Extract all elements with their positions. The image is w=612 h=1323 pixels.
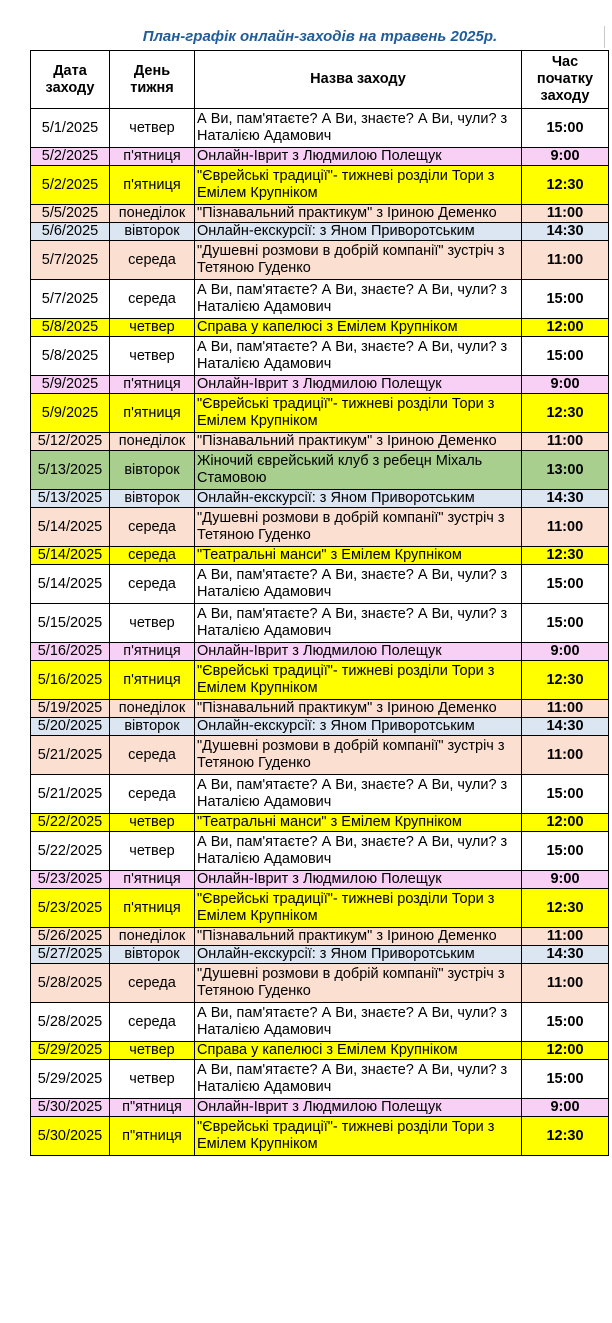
event-name-cell: Онлайн-Іврит з Людмилою Полещук — [195, 643, 522, 661]
event-name-cell: Справа у капелюсі з Емілем Крупніком — [195, 319, 522, 337]
start-time-cell: 9:00 — [522, 871, 609, 889]
header-day: День тижня — [110, 51, 195, 109]
table-row — [31, 964, 609, 1003]
event-date-cell: 5/12/2025 — [31, 433, 110, 451]
event-date-cell: 5/21/2025 — [31, 736, 110, 775]
table-row — [31, 280, 609, 319]
event-date-cell: 5/23/2025 — [31, 871, 110, 889]
table-header-row — [31, 51, 609, 109]
weekday-cell: понеділок — [110, 205, 195, 223]
table-row — [31, 166, 609, 205]
start-time-cell: 15:00 — [522, 832, 609, 871]
start-time-cell: 12:30 — [522, 394, 609, 433]
start-time-cell: 9:00 — [522, 1099, 609, 1117]
weekday-cell: четвер — [110, 109, 195, 148]
weekday-cell: п'ятниця — [110, 889, 195, 928]
event-name-cell: "Душевні розмови в добрій компанії" зустріч з Тетяною Гуденко — [195, 508, 522, 547]
weekday-cell: вівторок — [110, 946, 195, 964]
event-date-cell: 5/15/2025 — [31, 604, 110, 643]
table-row — [31, 433, 609, 451]
start-time-cell: 12:30 — [522, 889, 609, 928]
table-row — [31, 736, 609, 775]
event-date-cell: 5/9/2025 — [31, 394, 110, 433]
table-row — [31, 319, 609, 337]
event-date-cell: 5/23/2025 — [31, 889, 110, 928]
start-time-cell: 12:00 — [522, 814, 609, 832]
table-row — [31, 604, 609, 643]
event-name-cell: Онлайн-Іврит з Людмилою Полещук — [195, 376, 522, 394]
weekday-cell: середа — [110, 508, 195, 547]
event-name-cell: А Ви, пам'ятаєте? А Ви, знаєте? А Ви, чули? з Наталією Адамович — [195, 832, 522, 871]
event-date-cell: 5/21/2025 — [31, 775, 110, 814]
start-time-cell: 9:00 — [522, 148, 609, 166]
event-name-cell: Онлайн-екскурсії: з Яном Приворотським — [195, 490, 522, 508]
start-time-cell: 9:00 — [522, 376, 609, 394]
start-time-cell: 11:00 — [522, 736, 609, 775]
table-row — [31, 928, 609, 946]
table-row — [31, 490, 609, 508]
start-time-cell: 12:30 — [522, 661, 609, 700]
weekday-cell: четвер — [110, 1042, 195, 1060]
event-date-cell: 5/14/2025 — [31, 508, 110, 547]
event-name-cell: "Пізнавальний практикум" з Іриною Деменко — [195, 205, 522, 223]
event-date-cell: 5/2/2025 — [31, 148, 110, 166]
start-time-cell: 15:00 — [522, 604, 609, 643]
start-time-cell: 12:30 — [522, 1117, 609, 1156]
event-name-cell: "Театральні манси" з Емілем Крупніком — [195, 547, 522, 565]
start-time-cell: 14:30 — [522, 490, 609, 508]
weekday-cell: п'ятниця — [110, 376, 195, 394]
table-row — [31, 223, 609, 241]
weekday-cell: четвер — [110, 814, 195, 832]
start-time-cell: 11:00 — [522, 205, 609, 223]
weekday-cell: п'ятниця — [110, 394, 195, 433]
table-row — [31, 1060, 609, 1099]
table-row — [31, 643, 609, 661]
start-time-cell: 15:00 — [522, 337, 609, 376]
event-date-cell: 5/16/2025 — [31, 643, 110, 661]
page-title: План-графік онлайн-заходів на травень 2025р. — [142, 28, 498, 45]
event-date-cell: 5/30/2025 — [31, 1117, 110, 1156]
weekday-cell: понеділок — [110, 433, 195, 451]
table-row — [31, 241, 609, 280]
start-time-cell: 13:00 — [522, 451, 609, 490]
weekday-cell: четвер — [110, 604, 195, 643]
weekday-cell: середа — [110, 280, 195, 319]
event-name-cell: Жіночий єврейський клуб з ребецн Міхаль Стамовою — [195, 451, 522, 490]
table-row — [31, 775, 609, 814]
table-row — [31, 718, 609, 736]
event-name-cell: Онлайн-екскурсії: з Яном Приворотським — [195, 946, 522, 964]
table-row — [31, 205, 609, 223]
weekday-cell: середа — [110, 736, 195, 775]
event-name-cell: А Ви, пам'ятаєте? А Ви, знаєте? А Ви, чули? з Наталією Адамович — [195, 775, 522, 814]
start-time-cell: 11:00 — [522, 700, 609, 718]
table-row — [31, 1042, 609, 1060]
event-date-cell: 5/2/2025 — [31, 166, 110, 205]
weekday-cell: четвер — [110, 319, 195, 337]
event-name-cell: "Єврейські традиції"- тижневі розділи Тори з Емілем Крупніком — [195, 1117, 522, 1156]
weekday-cell: п"ятниця — [110, 1099, 195, 1117]
event-date-cell: 5/20/2025 — [31, 718, 110, 736]
event-date-cell: 5/1/2025 — [31, 109, 110, 148]
weekday-cell: вівторок — [110, 451, 195, 490]
table-row — [31, 832, 609, 871]
start-time-cell: 9:00 — [522, 643, 609, 661]
table-row — [31, 508, 609, 547]
table-row — [31, 547, 609, 565]
event-name-cell: "Єврейські традиції"- тижневі розділи Тори з Емілем Крупніком — [195, 889, 522, 928]
event-name-cell: "Єврейські традиції"- тижневі розділи Тори з Емілем Крупніком — [195, 661, 522, 700]
start-time-cell: 15:00 — [522, 565, 609, 604]
event-date-cell: 5/26/2025 — [31, 928, 110, 946]
event-name-cell: "Пізнавальний практикум" з Іриною Деменко — [195, 700, 522, 718]
event-name-cell: "Єврейські традиції"- тижневі розділи Тори з Емілем Крупніком — [195, 394, 522, 433]
event-date-cell: 5/8/2025 — [31, 319, 110, 337]
table-row — [31, 1099, 609, 1117]
weekday-cell: вівторок — [110, 718, 195, 736]
start-time-cell: 15:00 — [522, 109, 609, 148]
start-time-cell: 15:00 — [522, 775, 609, 814]
weekday-cell: середа — [110, 547, 195, 565]
event-date-cell: 5/7/2025 — [31, 280, 110, 319]
event-date-cell: 5/5/2025 — [31, 205, 110, 223]
weekday-cell: п'ятниця — [110, 166, 195, 205]
table-row — [31, 109, 609, 148]
weekday-cell: вівторок — [110, 223, 195, 241]
weekday-cell: вівторок — [110, 490, 195, 508]
start-time-cell: 11:00 — [522, 964, 609, 1003]
table-row — [31, 1117, 609, 1156]
event-name-cell: "Душевні розмови в добрій компанії" зустріч з Тетяною Гуденко — [195, 736, 522, 775]
table-row — [31, 946, 609, 964]
event-name-cell: Онлайн-Іврит з Людмилою Полещук — [195, 871, 522, 889]
header-date: Дата заходу — [31, 51, 110, 109]
event-name-cell: Онлайн-екскурсії: з Яном Приворотським — [195, 718, 522, 736]
schedule-table — [30, 50, 609, 1156]
weekday-cell: п"ятниця — [110, 1117, 195, 1156]
event-date-cell: 5/22/2025 — [31, 832, 110, 871]
event-date-cell: 5/13/2025 — [31, 451, 110, 490]
start-time-cell: 12:00 — [522, 1042, 609, 1060]
event-date-cell: 5/28/2025 — [31, 964, 110, 1003]
start-time-cell: 12:30 — [522, 166, 609, 205]
event-name-cell: Онлайн-екскурсії: з Яном Приворотським — [195, 223, 522, 241]
event-date-cell: 5/29/2025 — [31, 1042, 110, 1060]
start-time-cell: 12:30 — [522, 547, 609, 565]
start-time-cell: 14:30 — [522, 223, 609, 241]
table-row — [31, 661, 609, 700]
table-row — [31, 337, 609, 376]
event-name-cell: "Душевні розмови в добрій компанії" зустріч з Тетяною Гуденко — [195, 241, 522, 280]
weekday-cell: п'ятниця — [110, 643, 195, 661]
table-row — [31, 889, 609, 928]
event-name-cell: "Театральні манси" з Емілем Крупніком — [195, 814, 522, 832]
event-name-cell: А Ви, пам'ятаєте? А Ви, знаєте? А Ви, чули? з Наталією Адамович — [195, 1060, 522, 1099]
start-time-cell: 11:00 — [522, 433, 609, 451]
table-row — [31, 565, 609, 604]
weekday-cell: середа — [110, 775, 195, 814]
event-name-cell: А Ви, пам'ятаєте? А Ви, знаєте? А Ви, чули? з Наталією Адамович — [195, 337, 522, 376]
event-date-cell: 5/13/2025 — [31, 490, 110, 508]
weekday-cell: середа — [110, 964, 195, 1003]
event-name-cell: Онлайн-Іврит з Людмилою Полещук — [195, 148, 522, 166]
event-date-cell: 5/22/2025 — [31, 814, 110, 832]
start-time-cell: 11:00 — [522, 508, 609, 547]
weekday-cell: четвер — [110, 337, 195, 376]
event-name-cell: "Пізнавальний практикум" з Іриною Деменко — [195, 928, 522, 946]
weekday-cell: п'ятниця — [110, 148, 195, 166]
event-name-cell: А Ви, пам'ятаєте? А Ви, знаєте? А Ви, чули? з Наталією Адамович — [195, 565, 522, 604]
weekday-cell: четвер — [110, 832, 195, 871]
start-time-cell: 14:30 — [522, 718, 609, 736]
event-date-cell: 5/8/2025 — [31, 337, 110, 376]
event-date-cell: 5/29/2025 — [31, 1060, 110, 1099]
weekday-cell: п'ятниця — [110, 661, 195, 700]
start-time-cell: 11:00 — [522, 241, 609, 280]
event-date-cell: 5/28/2025 — [31, 1003, 110, 1042]
event-name-cell: А Ви, пам'ятаєте? А Ви, знаєте? А Ви, чули? з Наталією Адамович — [195, 1003, 522, 1042]
header-start-time: Час початку заходу — [522, 51, 609, 109]
event-name-cell: А Ви, пам'ятаєте? А Ви, знаєте? А Ви, чули? з Наталією Адамович — [195, 604, 522, 643]
sheet-column-edge — [604, 26, 612, 48]
table-row — [31, 394, 609, 433]
start-time-cell: 11:00 — [522, 928, 609, 946]
table-row — [31, 451, 609, 490]
event-name-cell: Справа у капелюсі з Емілем Крупніком — [195, 1042, 522, 1060]
event-name-cell: А Ви, пам'ятаєте? А Ви, знаєте? А Ви, чули? з Наталією Адамович — [195, 280, 522, 319]
event-name-cell: "Пізнавальний практикум" з Іриною Деменко — [195, 433, 522, 451]
event-date-cell: 5/14/2025 — [31, 565, 110, 604]
event-name-cell: А Ви, пам'ятаєте? А Ви, знаєте? А Ви, чули? з Наталією Адамович — [195, 109, 522, 148]
start-time-cell: 12:00 — [522, 319, 609, 337]
start-time-cell: 15:00 — [522, 1060, 609, 1099]
weekday-cell: середа — [110, 565, 195, 604]
event-date-cell: 5/30/2025 — [31, 1099, 110, 1117]
weekday-cell: четвер — [110, 1060, 195, 1099]
event-name-cell: "Душевні розмови в добрій компанії" зустріч з Тетяною Гуденко — [195, 964, 522, 1003]
event-name-cell: "Єврейські традиції"- тижневі розділи Тори з Емілем Крупніком — [195, 166, 522, 205]
table-row — [31, 871, 609, 889]
event-date-cell: 5/16/2025 — [31, 661, 110, 700]
weekday-cell: понеділок — [110, 928, 195, 946]
event-date-cell: 5/19/2025 — [31, 700, 110, 718]
event-date-cell: 5/14/2025 — [31, 547, 110, 565]
table-row — [31, 814, 609, 832]
weekday-cell: понеділок — [110, 700, 195, 718]
event-date-cell: 5/7/2025 — [31, 241, 110, 280]
weekday-cell: п'ятниця — [110, 871, 195, 889]
weekday-cell: середа — [110, 241, 195, 280]
table-row — [31, 376, 609, 394]
event-date-cell: 5/9/2025 — [31, 376, 110, 394]
table-body — [31, 109, 609, 1156]
event-name-cell: Онлайн-Іврит з Людмилою Полещук — [195, 1099, 522, 1117]
event-date-cell: 5/6/2025 — [31, 223, 110, 241]
table-row — [31, 1003, 609, 1042]
table-row — [31, 148, 609, 166]
event-date-cell: 5/27/2025 — [31, 946, 110, 964]
weekday-cell: середа — [110, 1003, 195, 1042]
start-time-cell: 15:00 — [522, 1003, 609, 1042]
header-event-name: Назва заходу — [195, 51, 522, 109]
start-time-cell: 15:00 — [522, 280, 609, 319]
table-row — [31, 700, 609, 718]
start-time-cell: 14:30 — [522, 946, 609, 964]
